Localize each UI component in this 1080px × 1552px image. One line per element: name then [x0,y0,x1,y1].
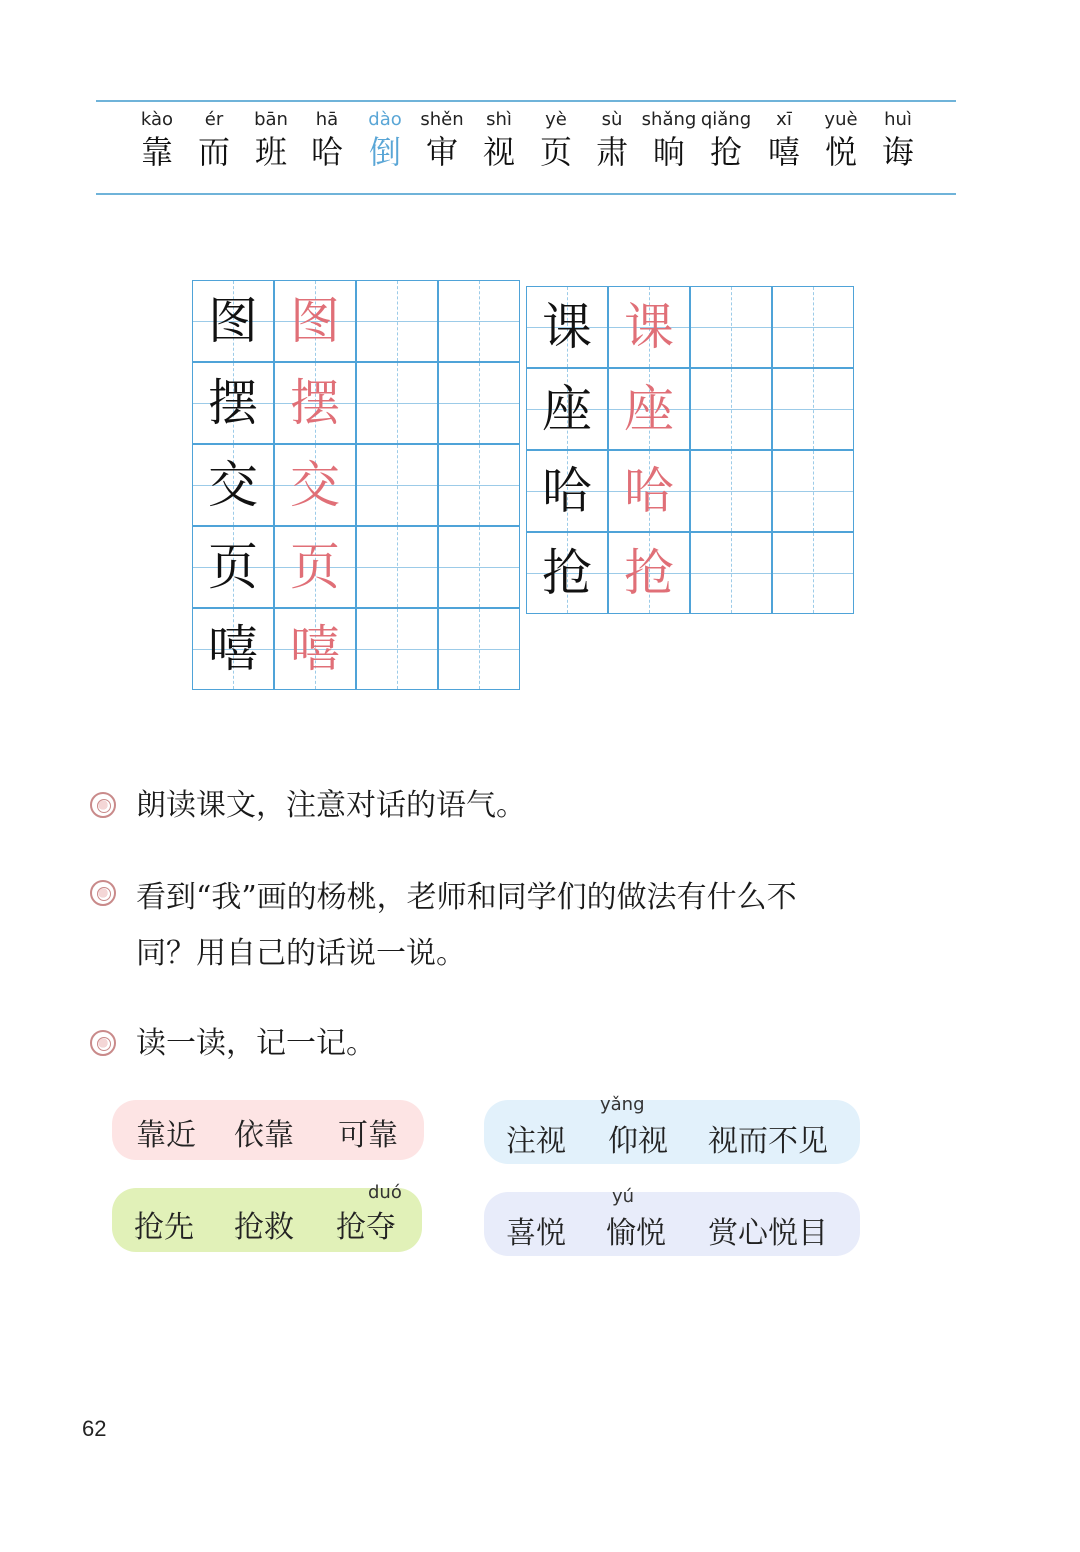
vocab-hanzi: 悦 [824,133,857,171]
grid-cell-empty[interactable] [772,450,854,532]
vocab-pinyin: shì [486,109,512,130]
vocab-hanzi: 嘻 [767,133,800,171]
grid-char-model: 座 [624,380,674,438]
word-item: 靠近 [136,1118,196,1153]
vocab-pinyin: shǎng [641,109,697,130]
grid-cell-empty[interactable] [438,444,520,526]
word-item: 赏心悦目 [708,1216,828,1251]
grid-cell [526,286,608,368]
vocab-pinyin: hā [315,109,339,130]
vocab-hanzi: 班 [254,133,287,171]
grid-cell-empty[interactable] [772,368,854,450]
vocab-pinyin: yè [545,109,567,130]
grid-char-model: 页 [290,538,340,596]
grid-cell-empty[interactable] [356,608,438,690]
grid-cell-empty[interactable] [438,608,520,690]
exercise-bullet-icon [90,792,116,818]
writing-grid-left [190,278,526,698]
grid-cell [526,532,608,614]
grid-char-model: 哈 [624,462,674,520]
pinyin-annotation: yú [612,1186,635,1207]
vocab-item [863,108,933,172]
grid-char-model: 嘻 [290,620,340,678]
grid-char: 哈 [542,462,592,520]
vocab-bottom-rule [96,193,956,195]
vocabulary-list [128,108,928,178]
grid-char-model: 摆 [290,374,340,432]
vocab-hanzi: 抢 [709,133,742,171]
vocab-top-rule [96,100,956,102]
grid-cell [608,368,690,450]
grid-cell-empty[interactable] [438,362,520,444]
exercise-bullet-icon [90,880,116,906]
vocab-hanzi: 页 [539,133,572,171]
word-item: 愉悦 [606,1216,666,1251]
grid-cell-empty[interactable] [438,526,520,608]
grid-cell-empty[interactable] [690,532,772,614]
grid-cell [608,450,690,532]
grid-cell [526,368,608,450]
grid-cell-empty[interactable] [356,444,438,526]
exercise-2-line2: 同？用自己的话说一说。 [136,936,466,971]
grid-cell-empty[interactable] [438,280,520,362]
grid-char: 嘻 [208,620,258,678]
vocab-pinyin: sù [601,109,623,130]
exercise-1-text: 朗读课文，注意对话的语气。 [136,788,526,823]
grid-cell-empty[interactable] [356,280,438,362]
word-item: 依靠 [234,1118,294,1153]
grid-cell-empty[interactable] [690,286,772,368]
grid-cell [608,286,690,368]
grid-char: 座 [542,380,592,438]
vocab-pinyin: ér [204,109,224,130]
grid-cell [192,444,274,526]
grid-char-model: 课 [624,298,674,356]
grid-cell [192,280,274,362]
grid-cell [274,280,356,362]
vocab-hanzi: 哈 [310,133,343,171]
pinyin-annotation: yǎng [600,1094,645,1115]
grid-cell-empty[interactable] [690,450,772,532]
grid-cell [274,608,356,690]
vocab-pinyin: yuè [824,109,858,130]
exercise-2-line1: 看到“我”画的杨桃，老师和同学们的做法有什么不 [136,880,797,915]
grid-char: 摆 [208,374,258,432]
word-item: 可靠 [338,1118,398,1153]
grid-cell [192,608,274,690]
word-item: 视而不见 [708,1124,828,1159]
vocab-pinyin: xī [776,109,792,130]
grid-cell [274,526,356,608]
grid-cell-empty[interactable] [356,526,438,608]
grid-char: 交 [208,456,258,514]
grid-cell [192,362,274,444]
exercise-bullet-icon [90,1030,116,1056]
word-item: 注视 [506,1124,566,1159]
grid-cell [274,362,356,444]
word-item: 抢夺 [336,1210,396,1245]
grid-cell-empty[interactable] [772,532,854,614]
grid-cell-empty[interactable] [772,286,854,368]
word-item: 抢先 [134,1210,194,1245]
exercise-3-text: 读一读，记一记。 [136,1026,376,1061]
grid-char-model: 抢 [624,544,674,602]
vocab-hanzi: 靠 [140,133,173,171]
vocab-hanzi: 审 [425,133,458,171]
vocab-hanzi: 晌 [652,133,685,171]
word-item: 仰视 [608,1124,668,1159]
writing-grid-right [524,284,860,620]
grid-char: 页 [208,538,258,596]
vocab-pinyin: kào [140,109,174,130]
vocab-hanzi: 肃 [595,133,628,171]
grid-char: 抢 [542,544,592,602]
grid-cell [526,450,608,532]
vocab-hanzi: 而 [197,133,230,171]
grid-char: 课 [542,298,592,356]
page-number: 62 [82,1416,107,1441]
grid-cell [608,532,690,614]
vocab-hanzi: 诲 [881,133,914,171]
pinyin-annotation: duó [368,1182,402,1203]
grid-cell-empty[interactable] [690,368,772,450]
grid-cell [274,444,356,526]
grid-cell-empty[interactable] [356,362,438,444]
grid-char-model: 交 [290,456,340,514]
grid-cell [192,526,274,608]
word-item: 喜悦 [506,1216,566,1251]
grid-char: 图 [208,292,258,350]
grid-char-model: 图 [290,292,340,350]
vocab-pinyin: qiǎng [700,109,752,130]
vocab-pinyin: shěn [420,109,464,130]
vocab-hanzi: 倒 [368,133,401,171]
vocab-pinyin: huì [884,109,912,130]
word-item: 抢救 [234,1210,294,1245]
vocab-pinyin: dào [368,109,402,130]
vocab-hanzi: 视 [482,133,515,171]
vocab-pinyin: bān [254,109,288,130]
